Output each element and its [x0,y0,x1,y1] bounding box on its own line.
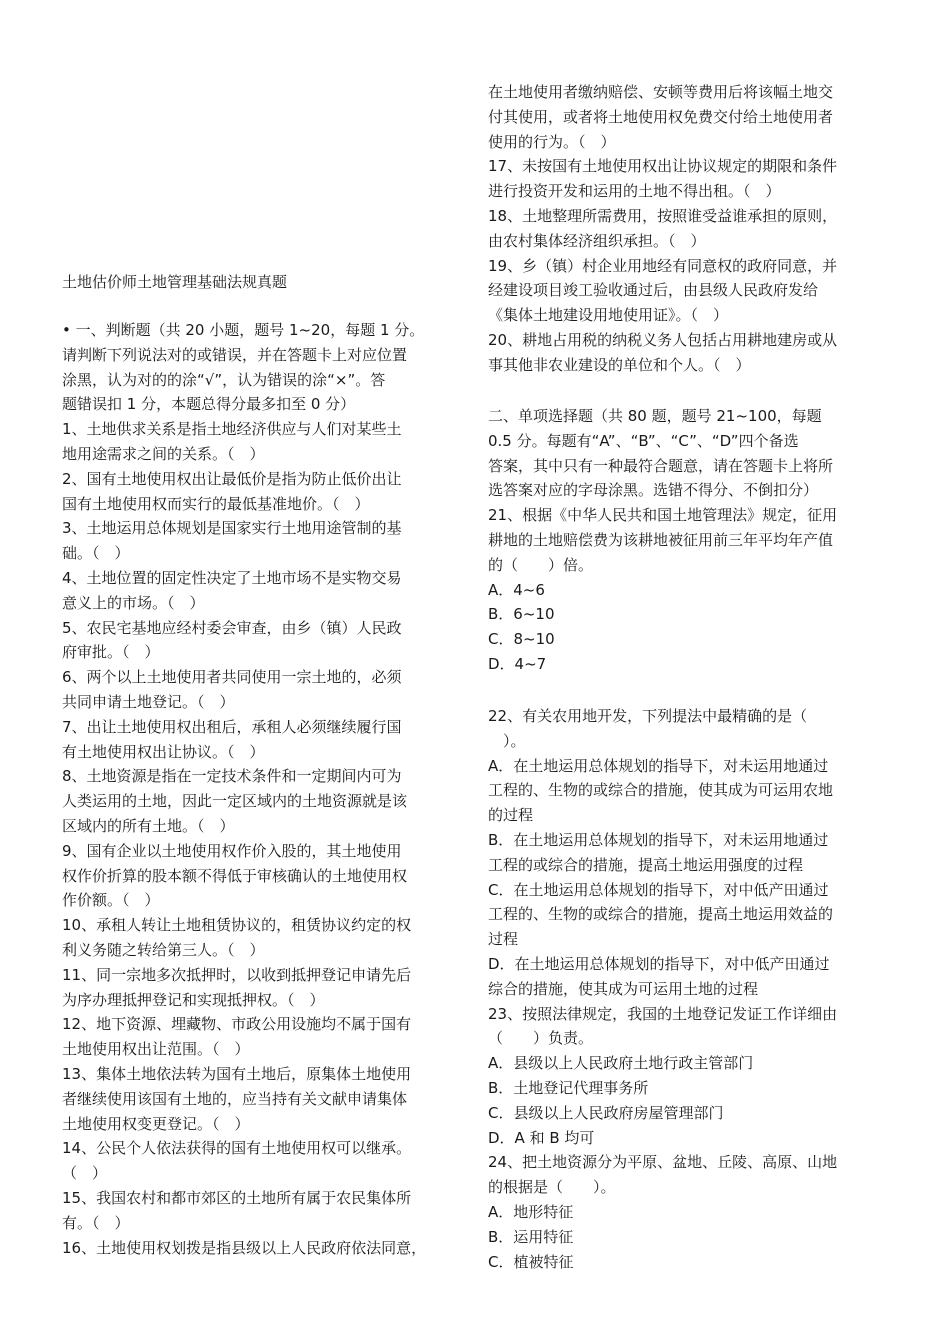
text-line: 人类运用的土地，因此一定区域内的土地资源就是该 [62,792,408,811]
text-line: 4、土地位置的固定性决定了土地市场不是实物交易 [62,569,402,587]
text-line: A．在土地运用总体规划的指导下，对未运用地通过 [488,756,829,775]
text-line: 8、土地资源是指在一定技术条件和一定期间内可为 [62,767,402,786]
text-line: （ ）负责。 [488,1029,594,1048]
text-line: C．县级以上人民政府房屋管理部门 [488,1103,724,1122]
text-line: 24、把土地资源分为平原、盆地、丘陵、高原、山地 [488,1153,838,1172]
text-line: 经建设项目竣工验收通过后，由县级人民政府发给 [488,281,819,300]
text-line: B．6~10 [488,605,555,624]
text-line: 地用途需求之间的关系。（ ） [62,445,265,463]
text-line: 12、地下资源、埋藏物、市政公用设施均不属于国有 [62,1015,412,1034]
text-line: 23、按照法律规定，我国的土地登记发证工作详细由 [488,1004,838,1023]
text-line: 由农村集体经济组织承担。（ ） [488,231,706,250]
text-line: • 一、判断题（共 20 小题，题号 1~20，每题 1 分。 [62,321,425,339]
text-line: 有土地使用权出让协议。（ ） [62,742,265,761]
text-line: 13、集体土地依法转为国有土地后，原集体土地使用 [62,1065,412,1083]
text-line: 综合的措施，使其成为可运用土地的过程 [488,979,759,998]
text-line: 请判断下列说法对的或错误，并在答题卡上对应位置 [62,345,408,364]
document-title: 土地估价师土地管理基础法规真题 [62,273,288,291]
text-line: 题错误扣 1 分，本题总得分最多扣至 0 分） [62,395,356,414]
text-line: 20、耕地占用税的纳税义务人包括占用耕地建房或从 [488,331,838,349]
text-line: D．在土地运用总体规划的指导下，对中低产田通过 [488,955,830,973]
text-line: 区域内的所有土地。（ ） [62,817,235,835]
text-line: 土地使用权出让范围。（ ） [62,1040,250,1059]
text-line: 9、国有企业以土地使用权作价入股的，其土地使用 [62,841,402,860]
text-line: A．县级以上人民政府土地行政主管部门 [488,1054,754,1073]
text-line: 工程的、生物的或综合的措施，使其成为可运用农地 [488,781,834,800]
text-line: 答案，其中只有一种最符合题意，请在答题卡上将所 [488,456,834,475]
text-line: 10、承租人转让土地租赁协议的，租赁协议约定的权 [62,916,412,935]
text-line: 7、出让土地使用权出租后，承租人必须继续履行国 [62,717,402,736]
text-line: 础。（ ） [62,544,130,563]
text-line: C．植被特征 [488,1252,574,1271]
text-line: 为序办理抵押登记和实现抵押权。（ ） [62,990,325,1009]
text-line: 15、我国农村和都市郊区的土地所有属于农民集体所 [62,1189,412,1207]
text-line: B．运用特征 [488,1227,574,1246]
text-line: 选答案对应的字母涂黑。选错不得分、不倒扣分） [488,481,819,500]
text-line: 者继续使用该国有土地的，应当持有关文献申请集体 [62,1089,408,1108]
text-line: 的根据是（ ）。 [488,1178,616,1197]
text-line: B．土地登记代理事务所 [488,1079,649,1097]
text-line: C．8~10 [488,630,555,649]
text-line: D．A 和 B 均可 [488,1128,595,1147]
text-line: 17、未按国有土地使用权出让协议规定的期限和条件 [488,157,838,176]
text-line: ）。 [488,731,526,750]
text-line: B．在土地运用总体规划的指导下，对未运用地通过 [488,831,829,849]
text-line: 二、单项选择题（共 80 题，题号 21~100，每题 [488,407,822,425]
text-line: 意义上的市场。（ ） [62,593,205,612]
text-line: 18、土地整理所需费用，按照谁受益谁承担的原则， [488,207,838,225]
text-line: 进行投资开发和运用的土地不得出租。（ ） [488,182,781,201]
text-line: 《集体土地建设用地使用证》。（ ） [488,306,729,325]
text-line: 11、同一宗地多次抵押时，以收到抵押登记申请先后 [62,965,412,984]
text-line: 使用的行为。（ ） [488,132,616,151]
text-line: 利义务随之转给第三人。（ ） [62,941,265,959]
text-line: 22、有关农用地开发，下列提法中最精确的是（ [488,707,808,725]
text-line: 21、根据《中华人民共和国土地管理法》规定，征用 [488,506,838,525]
text-line: A．地形特征 [488,1203,574,1221]
text-line: 2、国有土地使用权出让最低价是指为防止低价出让 [62,469,402,488]
text-line: 14、公民个人依法获得的国有土地使用权可以继承。 [62,1139,412,1158]
text-line: （ ） [62,1164,108,1183]
text-line: 的（ ）倍。 [488,555,594,574]
text-line: 过程 [488,930,519,949]
text-line: 在土地使用者缴纳赔偿、安顿等费用后将该幅土地交 [488,83,834,101]
text-line: 16、土地使用权划拨是指县级以上人民政府依法同意， [62,1238,427,1257]
text-line: 涂黑，认为对的的涂“√”，认为错误的涂“×”。答 [62,370,386,389]
text-line: 0.5 分。每题有“A”、“B”、“C”、“D”四个备选 [488,431,799,450]
text-line: C．在土地运用总体规划的指导下，对中低产田通过 [488,880,829,899]
text-line: 耕地的土地赔偿费为该耕地被征用前三年平均年产值 [488,531,834,549]
text-line: 5、农民宅基地应经村委会审查，由乡（镇）人民政 [62,618,402,637]
text-line: 有。（ ） [62,1213,130,1232]
text-line: 工程的或综合的措施，提高土地运用强度的过程 [488,855,804,874]
text-line: A．4~6 [488,580,545,599]
text-line: 6、两个以上土地使用者共同使用一宗土地的，必须 [62,668,402,687]
text-line: 3、土地运用总体规划是国家实行土地用途管制的基 [62,519,402,538]
text-line: 工程的、生物的或综合的措施，提高土地运用效益的 [488,905,834,924]
text-line: 土地使用权变更登记。（ ） [62,1114,250,1133]
text-line: 国有土地使用权而实行的最低基准地价。（ ） [62,494,370,513]
text-line: 事其他非农业建设的单位和个人。（ ） [488,355,751,374]
text-line: 19、乡（镇）村企业用地经有同意权的政府同意，并 [488,256,838,275]
text-line: 权作价折算的股本额不得低于审核确认的土地使用权 [62,866,408,885]
text-line: 1、土地供求关系是指土地经济供应与人们对某些土 [62,420,402,439]
text-line: 付其使用，或者将土地使用权免费交付给土地使用者 [488,107,834,126]
text-line: 作价额。（ ） [62,891,160,910]
text-line: D．4~7 [488,655,547,673]
text-line: 府审批。（ ） [62,643,160,662]
text-line: 的过程 [488,806,534,825]
text-line: 共同申请土地登记。（ ） [62,693,235,711]
